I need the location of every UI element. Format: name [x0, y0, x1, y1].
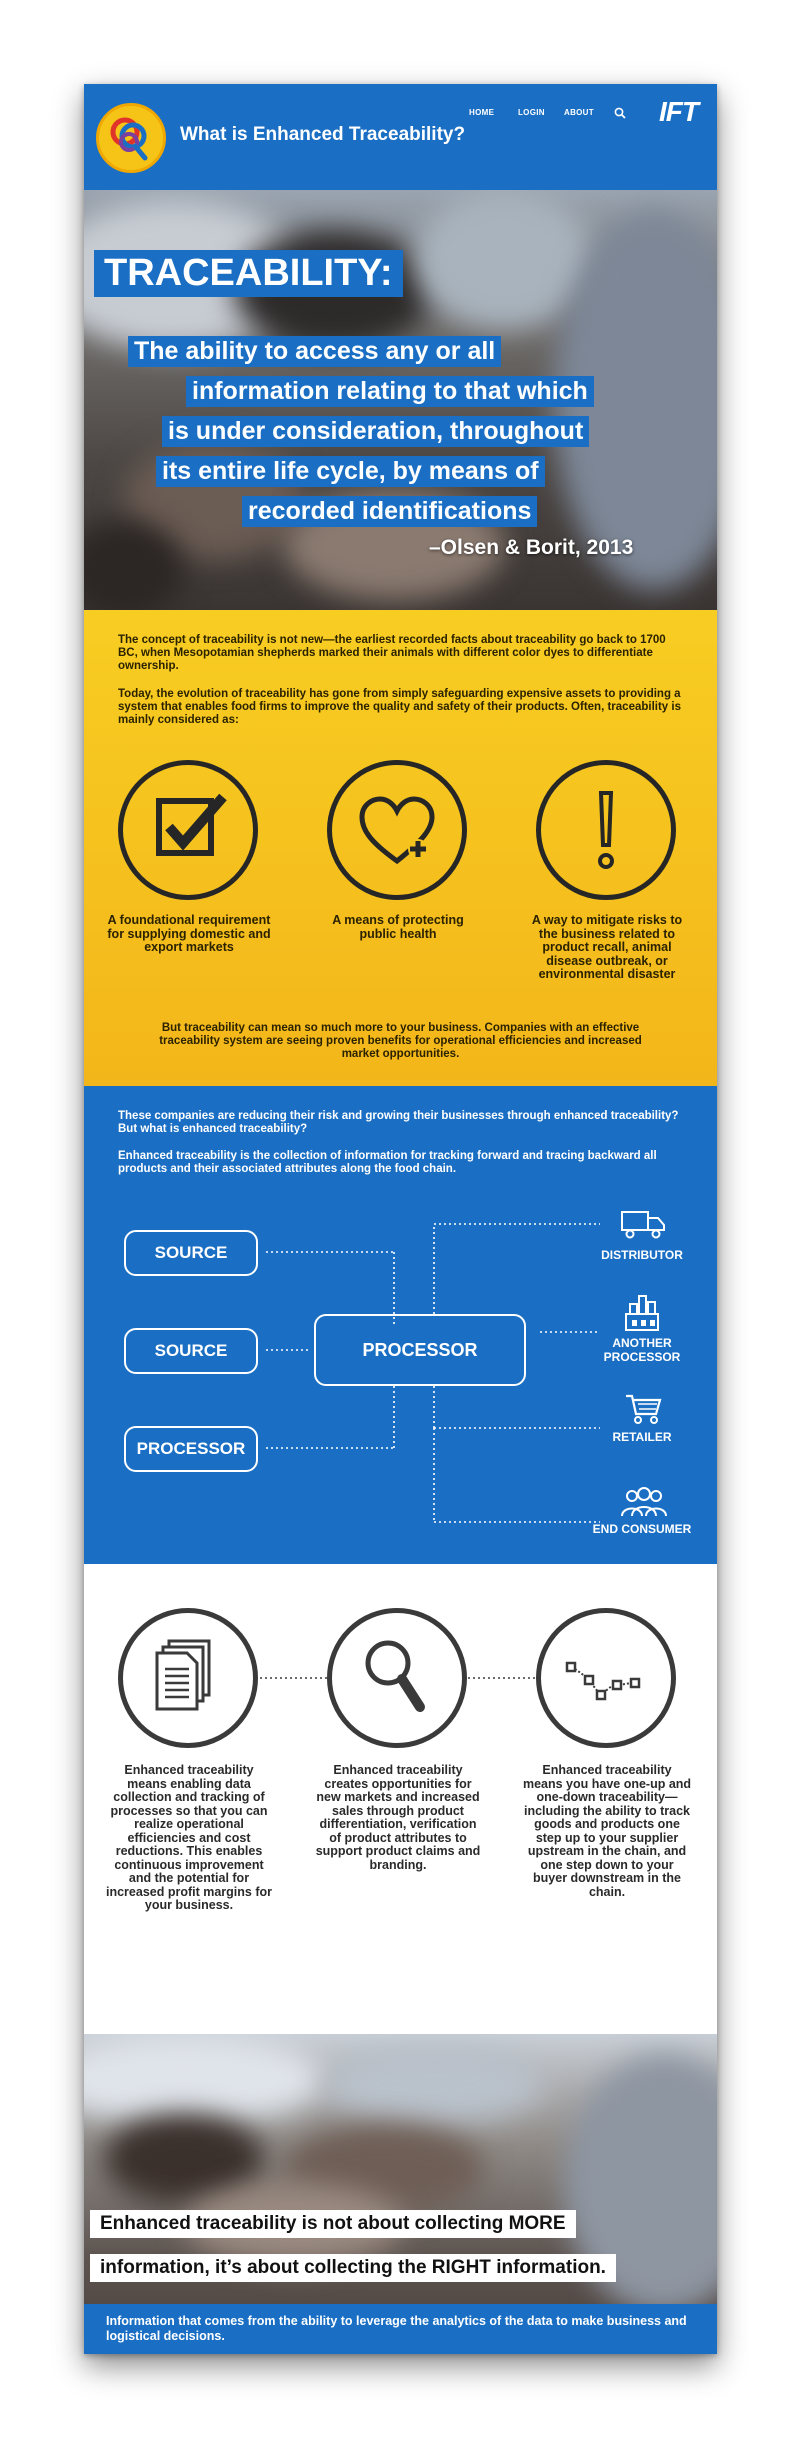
traceability-logo-icon [99, 106, 163, 170]
intro-closing: But traceability can mean so much more to your business. Companies with an effective traceability system are seeing proven benefits for operational efficiencies and increased market opportunities. [159, 1022, 642, 1060]
risk-label: A way to mitigate risks to the business related to product recall, animal disease outbreak, or environmental disaster [531, 913, 683, 981]
cart-icon [624, 1392, 662, 1431]
quote-line: its entire life cycle, by means of [156, 456, 545, 487]
health-label: A means of protecting public health [332, 913, 464, 941]
people-icon [618, 1486, 670, 1525]
another-processor-label: ANOTHER PROCESSOR [603, 1336, 681, 1364]
factory-icon [620, 1290, 664, 1339]
search-icon[interactable] [614, 106, 626, 124]
chain-text: Enhanced traceability means you have one-up and one-down traceability—including the ability to track goods and products one step up to your supplier upstream in the chain, and one step down to your buyer downstream in the chain. [522, 1763, 692, 1899]
operations-text: Enhanced traceability means enabling data collection and tracking of processes so that you can realize operational efficiencies and cost reductions. This enables continuous improvement and the potential for increased profit margins for your business. [105, 1763, 272, 1912]
center-processor-box[interactable]: PROCESSOR [314, 1314, 526, 1386]
header-bar [84, 84, 717, 190]
markets-circle [327, 1608, 467, 1748]
retailer-label: RETAILER [612, 1430, 672, 1444]
nav-home[interactable]: HOME [469, 108, 495, 117]
footer-bar [84, 2304, 717, 2354]
quote-citation: –Olsen & Borit, 2013 [429, 536, 634, 559]
flow-section [84, 1086, 717, 1564]
footer-text: Information that comes from the ability to leverage the analytics of the data to make business and logistical decisions. [106, 2314, 687, 2343]
closing-section [84, 2034, 717, 2354]
benefits-section [84, 1564, 717, 2034]
site-logo[interactable] [96, 103, 166, 173]
magnifier-icon [332, 1613, 462, 1743]
exclamation-icon [541, 765, 671, 895]
markets-text: Enhanced traceability creates opportunities for new markets and increased sales through product differentiation, verification of product attributes to support product claims and branding. [315, 1763, 481, 1872]
chain-circle [536, 1608, 676, 1748]
health-circle [327, 760, 467, 900]
infographic-page [84, 84, 717, 2354]
intro-section [84, 610, 717, 1086]
page-title: What is Enhanced Traceability? [180, 124, 466, 145]
source-box[interactable]: SOURCE [124, 1328, 258, 1374]
closing-line: Enhanced traceability is not about collecting MORE [90, 2210, 576, 2238]
requirement-circle [118, 760, 258, 900]
distributor-label: DISTRIBUTOR [601, 1248, 683, 1262]
end-consumer-label: END CONSUMER [592, 1522, 692, 1536]
closing-line: information, it’s about collecting the RIGHT information. [90, 2254, 616, 2282]
truck-icon [618, 1206, 666, 1247]
flow-paragraph: Enhanced traceability is the collection of information for tracking forward and tracing backward all products and their associated attributes along the food chain. [118, 1150, 657, 1175]
source-box[interactable]: SOURCE [124, 1230, 258, 1276]
documents-icon [123, 1613, 253, 1743]
quote-line: information relating to that which [186, 376, 594, 407]
quote-line: is under consideration, throughout [162, 416, 589, 447]
intro-paragraph: The concept of traceability is not new—the earliest recorded facts about traceability go back to 1700 BC, when Mesopotamian shepherds marked their animals with different color dyes to differentiate ownership. [118, 634, 666, 672]
brand-logo[interactable]: IFT [659, 96, 698, 127]
checkbox-icon [123, 765, 253, 895]
nav-about[interactable]: ABOUT [564, 108, 594, 117]
heart-plus-icon [332, 765, 462, 895]
hero-section [84, 190, 717, 610]
risk-circle [536, 760, 676, 900]
requirement-label: A foundational requirement for supplying domestic and export markets [107, 913, 271, 954]
chain-icon [541, 1613, 671, 1743]
intro-paragraph: Today, the evolution of traceability has gone from simply safeguarding expensive assets to providing a system that enables food firms to improve the quality and safety of their products. Often, traceability is mainly considered as: [118, 688, 681, 726]
operations-circle [118, 1608, 258, 1748]
quote-line: The ability to access any or all [128, 336, 501, 367]
flow-paragraph: These companies are reducing their risk and growing their businesses through enhanced traceability? But what is enhanced traceability? [118, 1110, 679, 1135]
quote-line: recorded identifications [242, 496, 537, 527]
hero-heading: TRACEABILITY: [94, 250, 403, 297]
source-processor-box[interactable]: PROCESSOR [124, 1426, 258, 1472]
nav-login[interactable]: LOGIN [518, 108, 545, 117]
